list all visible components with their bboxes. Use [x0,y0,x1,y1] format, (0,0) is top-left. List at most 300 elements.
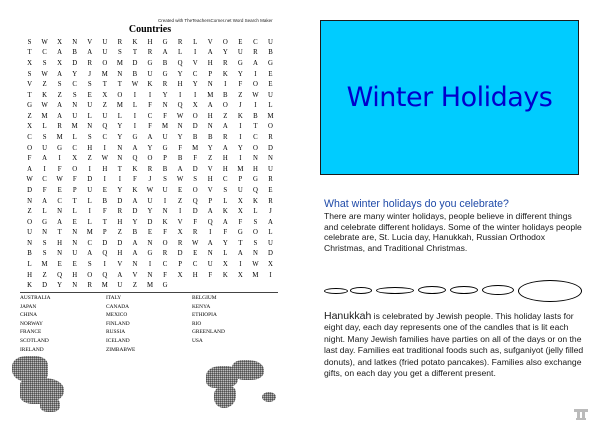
grid-letter: Z [42,271,47,279]
grid-letter: U [268,239,273,247]
credit-link[interactable]: Word Search Maker [232,18,273,23]
grid-letter: B [72,49,77,57]
word-list-item: JAPAN [20,303,37,310]
grid-letter: B [102,197,108,205]
grid-letter: E [178,186,183,194]
grid-letter: L [42,208,47,216]
grid-letter: D [132,208,138,216]
grid-letter: M [41,261,48,269]
grid-letter: G [162,38,168,46]
grid-letter: H [147,38,153,46]
grid-letter: M [116,102,123,110]
grid-letter: U [42,144,48,152]
word-list-item: ICELAND [106,337,130,344]
grid-letter: W [41,70,48,78]
grid-letter: U [237,186,243,194]
grid-letter: I [103,144,106,152]
grid-letter: N [72,102,78,110]
grid-letter: M [86,229,93,237]
grid-letter: D [72,59,78,67]
grid-letter: S [42,134,47,142]
grid-letter: B [268,49,273,57]
grid-letter: I [254,102,257,110]
candle-icon [573,407,589,420]
grid-letter: I [269,271,272,279]
grid-letter: Y [177,134,183,142]
grid-letter: G [162,144,168,152]
grid-letter: A [207,208,213,216]
grid-letter: Z [27,208,32,216]
grid-letter: H [87,144,93,152]
grid-letter: N [72,239,78,247]
grid-letter: E [57,186,62,194]
grid-letter: B [162,59,168,67]
grid-letter: A [147,134,153,142]
grid-letter: E [238,38,243,46]
grid-letter: Y [177,70,183,78]
grid-letter: R [57,123,62,131]
grid-letter: R [223,59,228,67]
grid-letter: U [72,112,78,120]
grid-letter: M [207,91,214,99]
grid-letter: L [72,208,77,216]
grid-letter: W [252,261,259,269]
grid-letter: A [57,49,63,57]
grid-letter: X [27,59,32,67]
grid-letter: X [237,208,243,216]
grid-letter: L [178,49,183,57]
grid-letter: O [162,239,168,247]
grid-letter: W [146,186,154,194]
oval-shape [518,280,582,302]
grid-letter: M [192,144,199,152]
grid-letter: L [87,197,92,205]
grid-letter: G [252,176,258,184]
grid-letter: N [132,261,138,269]
grid-letter: A [42,155,48,163]
grid-letter: P [102,229,107,237]
grid-letter: C [147,112,153,120]
grid-letter: M [71,123,78,131]
grid-letter: C [42,176,47,184]
word-list-item: GREENLAND [192,329,225,336]
grid-letter: L [223,197,228,205]
grid-letter: T [102,81,107,89]
oval-shape [482,285,514,295]
grid-letter: C [192,261,198,269]
grid-letter: N [72,282,78,290]
grid-letter: O [222,38,228,46]
grid-letter: E [193,250,198,258]
word-list-item: ZIMBABWE [106,346,136,353]
grid-letter: M [116,59,123,67]
grid-letter: H [117,250,123,258]
grid-letter: H [192,271,198,279]
grid-letter: I [224,81,227,89]
grid-letter: H [207,176,213,184]
grid-letter: D [117,197,123,205]
grid-letter: D [192,208,198,216]
grid-letter: D [87,176,93,184]
grid-letter: U [268,38,273,46]
word-list-item: MEXICO [106,312,128,319]
grid-letter: S [27,70,32,78]
grid-letter: L [223,250,228,258]
grid-letter: J [148,176,152,184]
grid-letter: I [58,155,61,163]
grid-letter: T [27,91,32,99]
grid-letter: A [268,218,273,226]
grid-letter: I [163,197,167,205]
grid-letter: C [27,134,32,142]
grid-letter: P [208,197,213,205]
grid-letter: I [209,229,212,237]
grid-letter: H [222,155,228,163]
world-map-image [214,386,236,408]
grid-letter: S [223,186,228,194]
grid-letter: I [103,261,106,269]
grid-letter: H [117,218,123,226]
word-list-item: FRANCE [20,329,42,336]
grid-letter: V [87,38,93,46]
hanukkah-paragraph [324,311,586,379]
grid-letter: D [117,239,123,247]
oval-shape [418,286,446,294]
grid-letter: D [27,186,32,194]
grid-letter: A [132,197,138,205]
grid-letter: N [207,250,213,258]
grid-letter: S [42,250,47,258]
grid-letter: L [42,123,47,131]
grid-letter: F [163,112,167,120]
grid-letter: A [207,49,213,57]
grid-letter: U [27,229,32,237]
grid-letter: R [117,208,123,216]
grid-letter: K [162,218,168,226]
grid-letter: C [253,38,258,46]
grid-letter: J [88,70,92,78]
grid-letter: T [27,49,32,57]
grid-letter: D [192,165,198,173]
grid-letter: W [191,239,199,247]
hanukkah-lead: Hanukkah [324,310,372,322]
word-list-item: SCOTLAND [20,337,49,344]
word-list-item: AUSTRALIA [20,295,51,301]
grid-letter: Q [177,59,183,67]
grid-letter: I [254,70,257,78]
grid-letter: P [238,176,243,184]
world-map-image [262,392,276,402]
grid-letter: L [268,102,273,110]
grid-letter: E [102,186,107,194]
grid-letter: T [117,165,122,173]
grid-letter: M [252,271,259,279]
grid-letter: R [223,134,228,142]
word-list-item: BELGIUM [192,295,217,301]
grid-letter: O [252,229,258,237]
grid-letter: L [72,134,77,142]
grid-letter: Q [252,186,258,194]
grid-letter: L [193,38,198,46]
grid-letter: A [42,197,48,205]
grid-letter: R [192,229,198,237]
grid-letter: I [103,176,106,184]
grid-letter: M [56,134,63,142]
grid-letter: F [27,155,32,163]
grid-letter: Q [57,271,63,279]
grid-letter: U [102,38,108,46]
grid-letter: W [41,38,48,46]
grid-letter: T [57,229,62,237]
grid-letter: T [253,123,258,131]
grid-letter: G [27,102,32,110]
grid-letter: A [117,271,123,279]
grid-letter: B [192,134,198,142]
grid-letter: H [207,59,213,67]
grid-letter: I [178,208,182,216]
grid-letter: Q [207,218,213,226]
grid-letter: M [101,70,108,78]
page-title [347,82,553,113]
grid-letter: F [57,165,62,173]
grid-letter: K [147,81,153,89]
worksheet-credit [158,18,288,23]
grid-letter: G [132,134,138,142]
grid-letter: W [176,176,184,184]
grid-letter: F [133,176,137,184]
grid-letter: H [72,271,78,279]
grid-letter: M [41,112,48,120]
grid-letter: H [252,165,258,173]
grid-letter: S [117,49,122,57]
grid-letter: Q [102,271,108,279]
grid-letter: J [269,208,272,216]
grid-letter: A [132,250,138,258]
grid-letter: Z [87,155,92,163]
grid-letter: C [223,176,228,184]
grid-letter: N [252,250,258,258]
grid-letter: D [192,123,198,131]
word-list-item: KENYA [192,303,211,310]
word-list-item: ITALY [106,295,122,301]
grid-letter: B [177,155,183,163]
word-list-item: IRELAND [20,346,44,353]
grid-letter: X [237,271,243,279]
grid-letter: K [222,271,228,279]
grid-letter: N [27,197,32,205]
grid-letter: Y [72,70,78,78]
grid-letter: X [222,261,228,269]
grid-letter: Y [117,123,123,131]
grid-letter: S [87,261,92,269]
grid-letter: A [207,239,213,247]
grid-letter: D [102,239,108,247]
grid-letter: U [72,250,78,258]
oval-shape [350,287,372,294]
grid-letter: D [268,144,273,152]
grid-letter: X [57,59,63,67]
grid-letter: O [27,218,32,226]
grid-letter: K [132,165,138,173]
grid-letter: I [148,91,152,99]
grid-letter: Y [147,208,153,216]
grid-letter: V [207,186,213,194]
grid-letter: R [87,59,93,67]
grid-letter: U [162,186,168,194]
grid-letter: K [42,91,48,99]
grid-letter: X [57,38,63,46]
grid-letter: Z [102,102,107,110]
grid-letter: Z [223,112,228,120]
grid-letter: X [72,155,78,163]
grid-letter: G [237,229,243,237]
grid-letter: I [239,123,242,131]
grid-letter: H [207,112,213,120]
grid-letter: Q [102,123,108,131]
grid-letter: C [192,70,198,78]
grid-letter: A [222,218,228,226]
grid-letter: M [267,112,274,120]
grid-letter: N [72,229,78,237]
grid-letter: L [117,112,122,120]
grid-letter: L [268,229,273,237]
grid-letter: V [177,218,183,226]
grid-letter: W [41,102,48,110]
grid-letter: A [57,70,63,78]
grid-letter: A [87,250,93,258]
grid-letter: N [252,155,258,163]
grid-letter: I [194,91,197,99]
grid-letter: K [27,282,32,290]
grid-letter: I [118,176,121,184]
grid-letter: F [163,271,167,279]
grid-letter: R [162,81,168,89]
word-list-item: CHINA [20,312,38,319]
grid-letter: N [147,239,153,247]
grid-letter: Z [27,112,32,120]
grid-letter: A [162,49,168,57]
grid-letter: O [268,123,273,131]
grid-letter: R [268,197,273,205]
grid-letter: X [268,261,273,269]
grid-letter: I [194,49,197,57]
grid-letter: Y [237,70,243,78]
grid-letter: I [133,91,137,99]
grid-letter: O [252,81,258,89]
grid-letter: F [163,229,167,237]
grid-letter: N [207,123,213,131]
grid-letter: C [72,144,77,152]
grid-letter: E [147,229,153,237]
grid-letter: A [132,239,138,247]
grid-letter: O [222,102,228,110]
grid-letter: Z [42,81,47,89]
grid-letter: R [87,282,93,290]
grid-letter: V [207,165,213,173]
grid-letter: Q [177,102,183,110]
grid-letter: S [163,176,167,184]
intro-paragraph: There are many winter holidays, people believe in different things and celebrate different holidays. Some of the winter holidays people celebrate are, St. Lucia day, Hanukkah, Russian Orthodox Christmas, and Traditional Christmas. [324,211,582,253]
grid-letter: D [147,218,153,226]
grid-letter: C [57,197,62,205]
grid-letter: V [207,38,213,46]
grid-letter: N [207,81,213,89]
word-list-item: USA [192,337,203,344]
grid-letter: N [268,155,273,163]
oval-shape [324,288,348,294]
grid-letter: N [117,70,123,78]
grid-letter: P [163,155,167,163]
grid-letter: X [177,271,183,279]
grid-letter: N [162,208,168,216]
grid-letter: E [268,70,273,78]
grid-letter: N [42,229,48,237]
grid-letter: K [132,186,138,194]
grid-letter: O [252,144,258,152]
grid-letter: M [146,282,154,290]
grid-letter: T [238,239,243,247]
grid-letter: A [57,218,63,226]
grid-letter: T [117,81,122,89]
grid-letter: S [72,91,77,99]
grid-letter: A [237,250,243,258]
grid-letter: I [148,261,152,269]
grid-letter: W [131,81,139,89]
grid-letter: S [42,59,47,67]
grid-letter: C [42,49,47,57]
grid-letter: F [193,155,198,163]
grid-letter: F [72,176,77,184]
grid-letter: U [117,282,123,290]
grid-letter: L [87,112,92,120]
grid-letter: W [26,176,33,184]
grid-letter: U [87,186,93,194]
grid-letter: C [253,134,258,142]
grid-letter: H [27,271,32,279]
word-list-item: ETHIOPIA [192,312,217,319]
grid-letter: Y [207,144,213,152]
grid-letter: V [117,261,123,269]
grid-letter: O [72,165,78,173]
grid-letter: U [207,261,213,269]
word-search-title: Countries [128,24,172,35]
grid-letter: B [27,250,32,258]
word-list-item: RUSSIA [106,329,126,336]
word-search-grid [22,37,278,291]
grid-letter: E [57,261,62,269]
grid-letter: Y [57,282,63,290]
grid-letter: S [42,239,47,247]
grid-letter: G [147,59,153,67]
grid-letter: V [192,59,198,67]
grid-letter: I [88,208,91,216]
grid-letter: U [268,165,273,173]
grid-letter: N [57,208,63,216]
grid-letter: A [27,165,32,173]
grid-letter: N [87,123,93,131]
grid-letter: N [72,38,78,46]
grid-letter: C [102,134,108,142]
grid-letter: I [239,155,242,163]
grid-letter: F [208,271,213,279]
grid-letter: K [222,70,228,78]
grid-letter: A [57,112,63,120]
grid-letter: F [148,123,152,131]
grid-letter: A [177,165,183,173]
grid-letter: G [268,59,273,67]
grid-letter: A [57,102,63,110]
grid-letter: E [72,261,77,269]
